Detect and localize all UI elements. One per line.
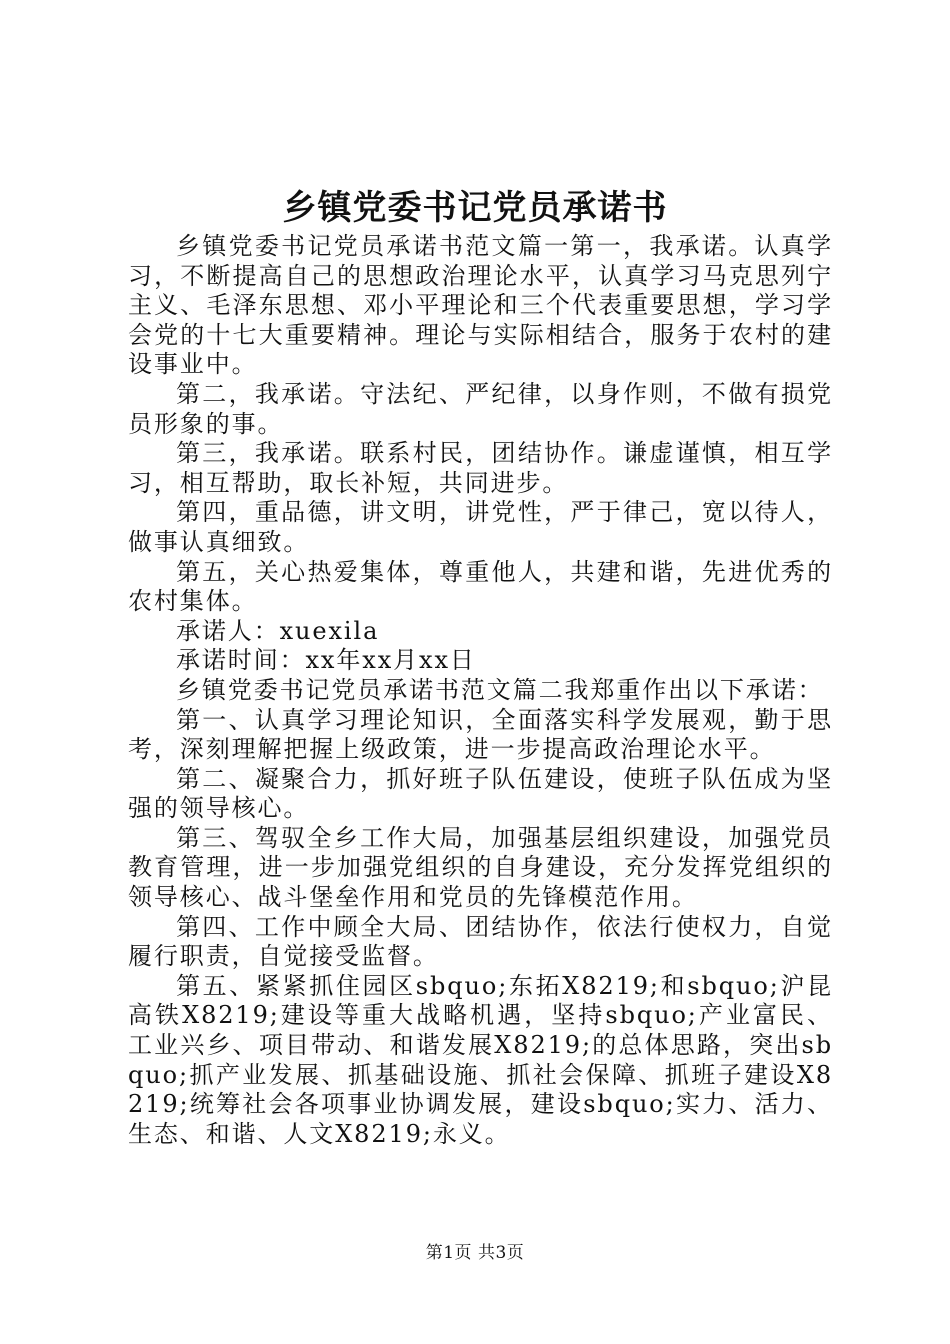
document-body bbox=[128, 232, 833, 1149]
paragraph: 第一、认真学习理论知识，全面落实科学发展观，勤于思考，深刻理解把握上级政策，进一步提高政治理论水平。 bbox=[128, 705, 833, 764]
paragraph: 第四，重品德，讲文明，讲党性，严于律己，宽以待人，做事认真细致。 bbox=[128, 498, 833, 556]
paragraph: 第五，关心热爱集体，尊重他人，共建和谐，先进优秀的农村集体。 bbox=[128, 557, 833, 616]
paragraph: 第三、驾驭全乡工作大局，加强基层组织建设，加强党员教育管理，进一步加强党组织的自身建设，充分发挥党组织的领导核心、战斗堡垒作用和党员的先锋模范作用。 bbox=[128, 823, 833, 912]
signatory-line: 承诺人：xuexila bbox=[176, 616, 380, 645]
paragraph: 第二、凝聚合力，抓好班子队伍建设，使班子队伍成为坚强的领导核心。 bbox=[128, 764, 833, 823]
paragraph: 乡镇党委书记党员承诺书范文篇二我郑重作出以下承诺： bbox=[176, 675, 824, 704]
paragraph: 第四、工作中顾全大局、团结协作，依法行使权力，自觉履行职责，自觉接受监督。 bbox=[128, 912, 833, 971]
date-line: 承诺时间：xx年xx月xx日 bbox=[176, 646, 476, 675]
paragraph: 第二，我承诺。守法纪、严纪律，以身作则，不做有损党员形象的事。 bbox=[128, 379, 833, 438]
document-title: 乡镇党委书记党员承诺书 bbox=[282, 188, 668, 228]
paragraph: 第五、紧紧抓住园区sbquo;东拓X8219;和sbquo;沪昆高铁X8219;建设等重大战略机遇，坚持sbquo;产业富民、工业兴乡、项目带动、和谐发展X8219;的总体思路，突出sbquo;抓产业发展、抓基础设施、抓社会保障、抓班子建设X8219;统筹社会各项事业协调发展，建设sbquo;实力、活力、生态、和谐、人文X8219;永义。 bbox=[128, 971, 833, 1148]
paragraph: 乡镇党委书记党员承诺书范文篇一第一，我承诺。认真学习，不断提高自己的思想政治理论水平，认真学习马克思列宁主义、毛泽东思想、邓小平理论和三个代表重要思想，学习学会党的十七大重要精神。理论与实际相结合，服务于农村的建设事业中。 bbox=[128, 232, 833, 379]
paragraph: 第三，我承诺。联系村民，团结协作。谦虚谨慎，相互学习，相互帮助，取长补短，共同进步。 bbox=[128, 439, 833, 497]
page-number-footer: 第1页 共3页 bbox=[425, 1243, 525, 1263]
